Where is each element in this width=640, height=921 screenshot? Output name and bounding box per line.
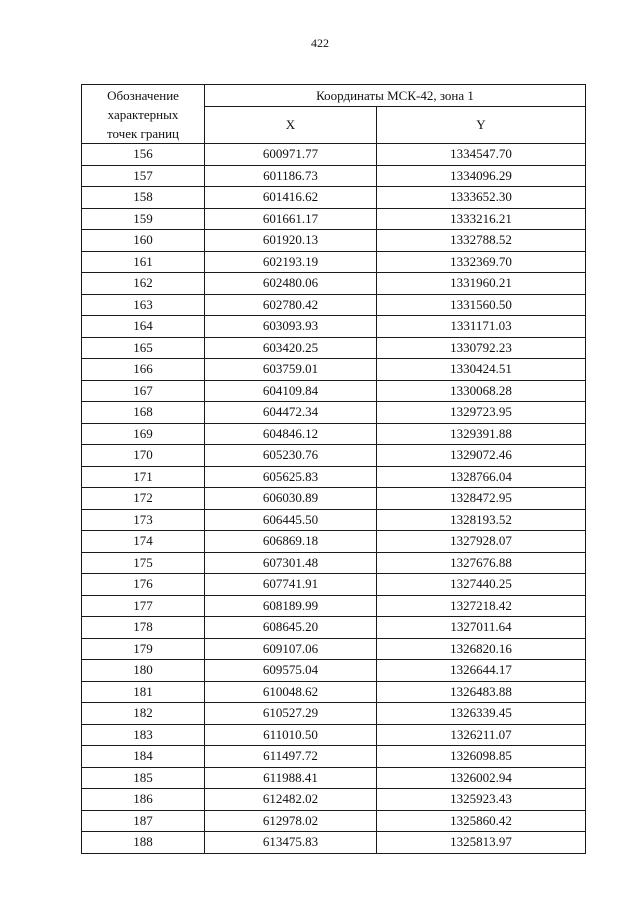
y-column-header: Y [377,107,586,144]
x-coordinate-cell: 611010.50 [205,724,377,746]
table-row [82,402,586,424]
x-coordinate-cell: 613475.83 [205,832,377,854]
y-coordinate-cell: 1328766.04 [377,466,586,488]
table-row [82,380,586,402]
table-row [82,466,586,488]
table-row [82,294,586,316]
table-row [82,810,586,832]
point-id-cell: 176 [82,574,205,596]
point-header-line: Обозначение [107,87,179,103]
y-coordinate-cell: 1326211.07 [377,724,586,746]
y-coordinate-cell: 1327676.88 [377,552,586,574]
point-id-cell: 183 [82,724,205,746]
x-coordinate-cell: 605230.76 [205,445,377,467]
x-coordinate-cell: 602193.19 [205,251,377,273]
table-row [82,552,586,574]
y-coordinate-cell: 1331171.03 [377,316,586,338]
x-coordinate-cell: 611497.72 [205,746,377,768]
x-coordinate-cell: 603759.01 [205,359,377,381]
table-row [82,251,586,273]
x-coordinate-cell: 601661.17 [205,208,377,230]
point-id-cell: 185 [82,767,205,789]
y-coordinate-cell: 1330792.23 [377,337,586,359]
y-coordinate-cell: 1327011.64 [377,617,586,639]
table-row [82,660,586,682]
y-coordinate-cell: 1327440.25 [377,574,586,596]
x-coordinate-cell: 607741.91 [205,574,377,596]
x-coordinate-cell: 601920.13 [205,230,377,252]
x-coordinate-cell: 608645.20 [205,617,377,639]
table-body [82,144,586,854]
point-id-cell: 160 [82,230,205,252]
table-row [82,165,586,187]
table-row [82,595,586,617]
table-row [82,789,586,811]
table-header [82,85,586,144]
point-id-cell: 157 [82,165,205,187]
coordinates-table [81,84,586,854]
table-row [82,187,586,209]
x-coordinate-cell: 604109.84 [205,380,377,402]
y-coordinate-cell: 1332369.70 [377,251,586,273]
table-row [82,316,586,338]
y-coordinate-cell: 1327928.07 [377,531,586,553]
y-coordinate-cell: 1326644.17 [377,660,586,682]
point-id-cell: 167 [82,380,205,402]
table-row [82,832,586,854]
table-row [82,703,586,725]
point-id-cell: 174 [82,531,205,553]
point-id-cell: 181 [82,681,205,703]
x-coordinate-cell: 606869.18 [205,531,377,553]
y-coordinate-cell: 1333652.30 [377,187,586,209]
y-coordinate-cell: 1329391.88 [377,423,586,445]
point-id-cell: 188 [82,832,205,854]
y-coordinate-cell: 1326098.85 [377,746,586,768]
point-id-cell: 173 [82,509,205,531]
x-coordinate-cell: 611988.41 [205,767,377,789]
x-coordinate-cell: 606445.50 [205,509,377,531]
table-row [82,445,586,467]
x-coordinate-cell: 603093.93 [205,316,377,338]
y-coordinate-cell: 1334096.29 [377,165,586,187]
page-number: 422 [311,36,329,50]
point-id-cell: 182 [82,703,205,725]
point-id-cell: 161 [82,251,205,273]
table-row [82,509,586,531]
table-row [82,488,586,510]
y-coordinate-cell: 1333216.21 [377,208,586,230]
table-row [82,746,586,768]
point-id-cell: 184 [82,746,205,768]
point-id-cell: 166 [82,359,205,381]
point-id-cell: 170 [82,445,205,467]
point-id-cell: 156 [82,144,205,166]
table-row [82,767,586,789]
table-row [82,617,586,639]
point-id-cell: 180 [82,660,205,682]
point-designation-header [82,85,205,144]
point-id-cell: 168 [82,402,205,424]
point-id-cell: 171 [82,466,205,488]
x-column-header: X [205,107,377,144]
point-id-cell: 178 [82,617,205,639]
x-coordinate-cell: 610048.62 [205,681,377,703]
point-id-cell: 177 [82,595,205,617]
coords-group-header: Координаты МСК-42, зона 1 [205,85,586,107]
y-coordinate-cell: 1331560.50 [377,294,586,316]
point-id-cell: 186 [82,789,205,811]
point-id-cell: 172 [82,488,205,510]
y-coordinate-cell: 1328193.52 [377,509,586,531]
y-coordinate-cell: 1328472.95 [377,488,586,510]
y-coordinate-cell: 1325813.97 [377,832,586,854]
y-coordinate-cell: 1326002.94 [377,767,586,789]
y-coordinate-cell: 1325860.42 [377,810,586,832]
x-coordinate-cell: 606030.89 [205,488,377,510]
x-coordinate-cell: 604846.12 [205,423,377,445]
y-coordinate-cell: 1330068.28 [377,380,586,402]
point-id-cell: 175 [82,552,205,574]
x-coordinate-cell: 610527.29 [205,703,377,725]
x-coordinate-cell: 607301.48 [205,552,377,574]
x-coordinate-cell: 605625.83 [205,466,377,488]
y-coordinate-cell: 1330424.51 [377,359,586,381]
y-coordinate-cell: 1327218.42 [377,595,586,617]
point-header-line: точек границ [106,125,180,141]
table-row [82,273,586,295]
table-row [82,337,586,359]
y-coordinate-cell: 1326339.45 [377,703,586,725]
x-coordinate-cell: 600971.77 [205,144,377,166]
point-id-cell: 179 [82,638,205,660]
x-coordinate-cell: 602480.06 [205,273,377,295]
y-coordinate-cell: 1329072.46 [377,445,586,467]
x-coordinate-cell: 603420.25 [205,337,377,359]
x-coordinate-cell: 609107.06 [205,638,377,660]
table-row [82,531,586,553]
y-coordinate-cell: 1331960.21 [377,273,586,295]
table-row [82,144,586,166]
table-row [82,724,586,746]
x-coordinate-cell: 608189.99 [205,595,377,617]
point-id-cell: 162 [82,273,205,295]
x-coordinate-cell: 601416.62 [205,187,377,209]
y-coordinate-cell: 1334547.70 [377,144,586,166]
point-id-cell: 164 [82,316,205,338]
y-coordinate-cell: 1326820.16 [377,638,586,660]
point-id-cell: 165 [82,337,205,359]
table-row [82,574,586,596]
y-coordinate-cell: 1329723.95 [377,402,586,424]
point-id-cell: 187 [82,810,205,832]
table-row [82,359,586,381]
y-coordinate-cell: 1326483.88 [377,681,586,703]
table-row [82,681,586,703]
y-coordinate-cell: 1332788.52 [377,230,586,252]
point-header-line: характерных [107,106,179,122]
point-id-cell: 159 [82,208,205,230]
point-id-cell: 158 [82,187,205,209]
x-coordinate-cell: 612978.02 [205,810,377,832]
x-coordinate-cell: 612482.02 [205,789,377,811]
x-coordinate-cell: 604472.34 [205,402,377,424]
point-id-cell: 169 [82,423,205,445]
table-row [82,638,586,660]
table-row [82,423,586,445]
x-coordinate-cell: 609575.04 [205,660,377,682]
y-coordinate-cell: 1325923.43 [377,789,586,811]
x-coordinate-cell: 601186.73 [205,165,377,187]
table-row [82,230,586,252]
x-coordinate-cell: 602780.42 [205,294,377,316]
point-id-cell: 163 [82,294,205,316]
table-row [82,208,586,230]
